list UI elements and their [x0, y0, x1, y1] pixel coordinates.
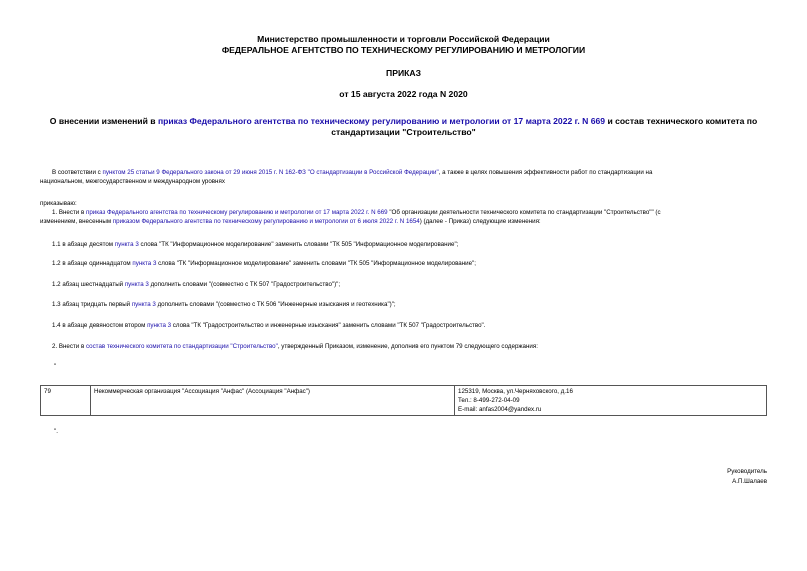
member-organization-cell: Некоммерческая организация "Ассоциация "Анфас" (Ассоциация "Анфас") — [91, 386, 455, 416]
sub-item-text: 1.4 в абзаце девяностом втором — [52, 322, 148, 329]
point-3-link[interactable]: пункта 3 — [147, 322, 172, 329]
sub-item-1-2a — [52, 259, 476, 269]
item-2 — [52, 342, 538, 352]
item-1-text-2: "Об организации деятельности технического комитета по стандартизации "Строительство"" (с — [387, 209, 661, 216]
order-1654-link[interactable]: приказом Федерального агентства по техническому регулированию и метрологии от 6 июля 2022 г. N 1654 — [112, 218, 420, 225]
item-1-text-1: 1. Внести в — [52, 209, 86, 216]
item-1-text-4: ) (далее - Приказ) следующие изменения: — [419, 218, 541, 225]
member-email: E-mail: anfas2004@yandex.ru — [458, 406, 542, 413]
item-2-text-1: 2. Внести в — [52, 343, 86, 350]
ministry-name: Министерство промышленности и торговли Российской Федерации — [257, 34, 550, 44]
signature-position: Руководитель — [727, 468, 767, 475]
sub-item-text: слова "ТК "Градостроительство и инженерные изыскания" заменить словами "ТК 507 "Градостроительство". — [171, 322, 486, 329]
quote-close: ". — [54, 428, 58, 435]
sub-item-1-3 — [52, 300, 396, 310]
document-title — [40, 116, 767, 138]
title-prefix: О внесении изменений в — [49, 116, 158, 126]
order-669-link[interactable]: приказ Федерального агентства по техническому регулированию и метрологии от 17 марта 2022 г. N 669 — [85, 209, 388, 216]
sub-item-text: 1.1 в абзаце десятом — [52, 241, 115, 248]
point-3-link[interactable]: пункта 3 — [124, 281, 149, 288]
agency-name: ФЕДЕРАЛЬНОЕ АГЕНТСТВО ПО ТЕХНИЧЕСКОМУ РЕГУЛИРОВАНИЮ И МЕТРОЛОГИИ — [221, 45, 586, 55]
committee-composition-link[interactable]: состав технического комитета по стандартизации "Строительство" — [85, 343, 278, 350]
point-3-link[interactable]: пункта 3 — [131, 301, 156, 308]
sub-item-1-4 — [52, 321, 485, 331]
signature-name: А.П.Шалаев — [732, 478, 767, 485]
document-date: от 15 августа 2022 года N 2020 — [339, 89, 468, 99]
sub-item-text: дополнить словами "(совместно с ТК 507 "Градостроительство")"; — [148, 281, 341, 288]
title-order-link[interactable]: приказ Федерального агентства по техническому регулированию и метрологии от 17 марта 2022 г. N 669 — [157, 116, 606, 126]
committee-member-table — [40, 385, 767, 416]
document-type: ПРИКАЗ — [386, 68, 421, 78]
sub-item-text: дополнить словами "(совместно с ТК 506 "Инженерные изыскания и геотехника")"; — [155, 301, 396, 308]
title-suffix: и состав технического комитета по стандартизации "Строительство" — [331, 116, 758, 137]
member-number-cell: 79 — [41, 386, 91, 416]
member-phone: Тел.: 8-499-272-04-09 — [458, 397, 520, 404]
table-row — [41, 386, 767, 416]
sub-item-text: 1.3 абзац тридцать первый — [52, 301, 132, 308]
sub-item-1-1 — [52, 240, 458, 250]
preamble-line-2: национальном, межгосударственном и международном уровнях — [40, 178, 225, 185]
sub-item-text: 1.2 абзац шестнадцатый — [52, 281, 125, 288]
quote-open: " — [54, 363, 57, 370]
point-3-link[interactable]: пункта 3 — [132, 260, 157, 267]
sub-item-text: слова "ТК "Информационное моделирование" заменить словами "ТК 505 "Информационное моделирование"; — [156, 260, 476, 267]
preamble-text-2: , а также в целях повышения эффективности работ по стандартизации на — [438, 169, 653, 176]
member-address: 125319, Москва, ул.Черняховского, д.16 — [458, 388, 573, 395]
member-contacts-cell — [455, 386, 767, 416]
sub-item-1-2b — [52, 280, 340, 290]
federal-law-link[interactable]: пунктом 25 статьи 9 Федерального закона от 29 июня 2015 г. N 162-ФЗ "О стандартизации в Российской Федерации" — [102, 169, 439, 176]
point-3-link[interactable]: пункта 3 — [114, 241, 139, 248]
sub-item-text: 1.2 в абзаце одиннадцатом — [52, 260, 133, 267]
sub-item-text: слова "ТК "Информационное моделирование" заменить словами "ТК 505 "Информационное моделирование"; — [138, 241, 459, 248]
order-word: приказываю: — [40, 200, 77, 207]
item-2-text-2: , утвержденный Приказом, изменение, дополнив его пунктом 79 следующего содержания: — [277, 343, 538, 350]
preamble-text-1: В соответствии с — [52, 169, 103, 176]
item-1-text-3: изменением, внесенным — [40, 218, 113, 225]
item-1-line-2 — [40, 217, 541, 227]
